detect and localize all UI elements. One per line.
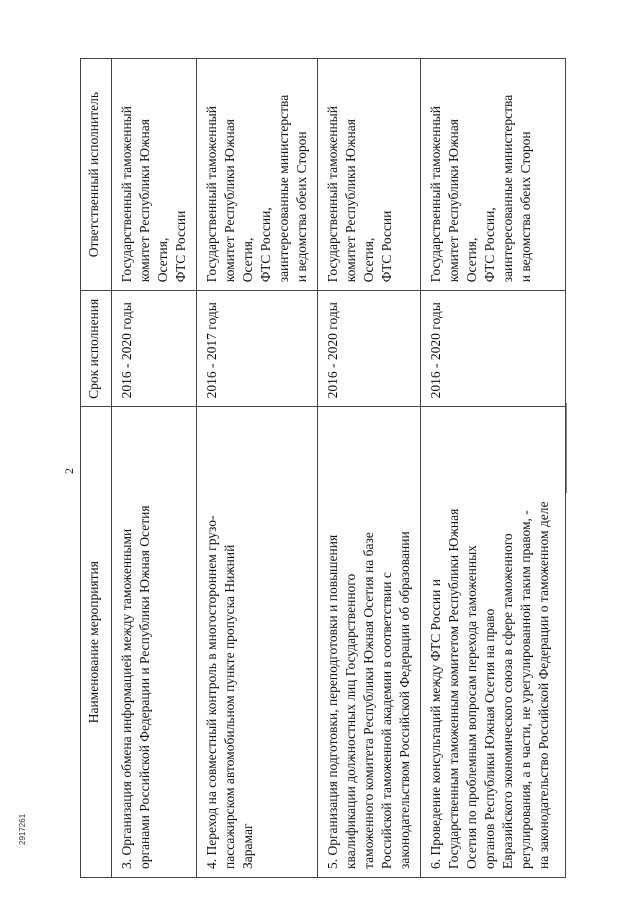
text-line: заинтересованные министерства — [500, 94, 515, 283]
text-line: таможенного комитета Республики Южная Осетия на базе — [361, 532, 376, 869]
text-line: Зарамаг — [240, 823, 255, 869]
text-line: Осетия, — [155, 237, 170, 283]
text-line: органами Российской Федерации и Республики Южная Осетия — [137, 505, 152, 869]
text-line: и ведомства обеих Сторон — [294, 131, 309, 283]
table-row — [318, 59, 421, 878]
text-line: Государственный таможенный — [325, 106, 340, 283]
text-line: Евразийского экономического союза в сфере таможенного — [500, 533, 515, 869]
text-line: комитет Республики Южная — [222, 119, 237, 283]
cell-executor — [197, 59, 318, 291]
text-line: Осетия, — [361, 237, 376, 283]
table-row — [197, 59, 318, 878]
text-line: Государственный таможенный — [119, 106, 134, 283]
text-line: квалификации должностных лиц Государственного — [343, 573, 358, 869]
cell-measure-name — [197, 407, 318, 878]
header-name: Наименование мероприятия — [81, 407, 112, 878]
text-line: комитет Республики Южная — [343, 119, 358, 283]
text-line: законодательством Российской Федерации об образовании — [397, 531, 412, 869]
text-line: пассажирском автомобильном пункте пропуска Нижний — [222, 544, 237, 869]
text-line: Осетия, — [240, 237, 255, 283]
text-line: ФТС России, — [482, 207, 497, 283]
text-line: регулирования, а в части, не урегулированной таким правом, - — [518, 510, 533, 869]
text-line: Государственный таможенный — [204, 106, 219, 283]
cell-executor — [318, 59, 421, 291]
cell-measure-name — [112, 407, 197, 878]
text-line: 6. Проведение консультаций между ФТС России и — [428, 579, 443, 869]
header-executor: Ответственный исполнитель — [81, 59, 112, 291]
text-line: Государственный таможенный — [428, 106, 443, 283]
cell-term: 2016 - 2020 годы — [421, 291, 566, 407]
text-line: на законодательство Российской Федерации о таможенном деле — [536, 501, 551, 869]
text-line: Российской таможенной академии в соответствии с — [379, 572, 394, 869]
text-line: органов Республики Южная Осетия на право — [482, 608, 497, 869]
table-header-row — [81, 59, 112, 878]
cell-measure-name — [318, 407, 421, 878]
text-line: ФТС России, — [258, 207, 273, 283]
table-row — [112, 59, 197, 878]
text-line: комитет Республики Южная — [137, 119, 152, 283]
text-line: заинтересованные министерства — [276, 94, 291, 283]
margin-rule — [566, 403, 567, 493]
rotated-content — [60, 58, 551, 878]
text-line: и ведомства обеих Сторон — [518, 131, 533, 283]
text-line: Осетия, — [464, 237, 479, 283]
text-line: 5. Организация подготовки, переподготовки и повышения — [325, 534, 340, 869]
text-line: 3. Организация обмена информацией между таможенными — [119, 528, 134, 869]
measures-table — [80, 58, 566, 878]
text-line: ФТС России — [173, 210, 188, 283]
cell-measure-name — [421, 407, 566, 878]
text-line: комитет Республики Южная — [446, 119, 461, 283]
text-line: 4. Переход на совместный контроль в многостороннем грузо- — [204, 515, 219, 869]
page-number: 2 — [62, 468, 76, 474]
header-term: Срок исполнения — [81, 291, 112, 407]
table-row — [421, 59, 566, 878]
cell-term: 2016 - 2020 годы — [112, 291, 197, 407]
text-line: Осетия по проблемным вопросам перехода таможенных — [464, 545, 479, 869]
cell-term: 2016 - 2020 годы — [318, 291, 421, 407]
cell-executor — [421, 59, 566, 291]
cell-executor — [112, 59, 197, 291]
cell-term: 2016 - 2017 годы — [197, 291, 318, 407]
text-line: ФТС России — [379, 210, 394, 283]
document-code: 2917261 — [18, 813, 27, 845]
text-line: Государственным таможенным комитетом Республики Южная — [446, 508, 461, 869]
